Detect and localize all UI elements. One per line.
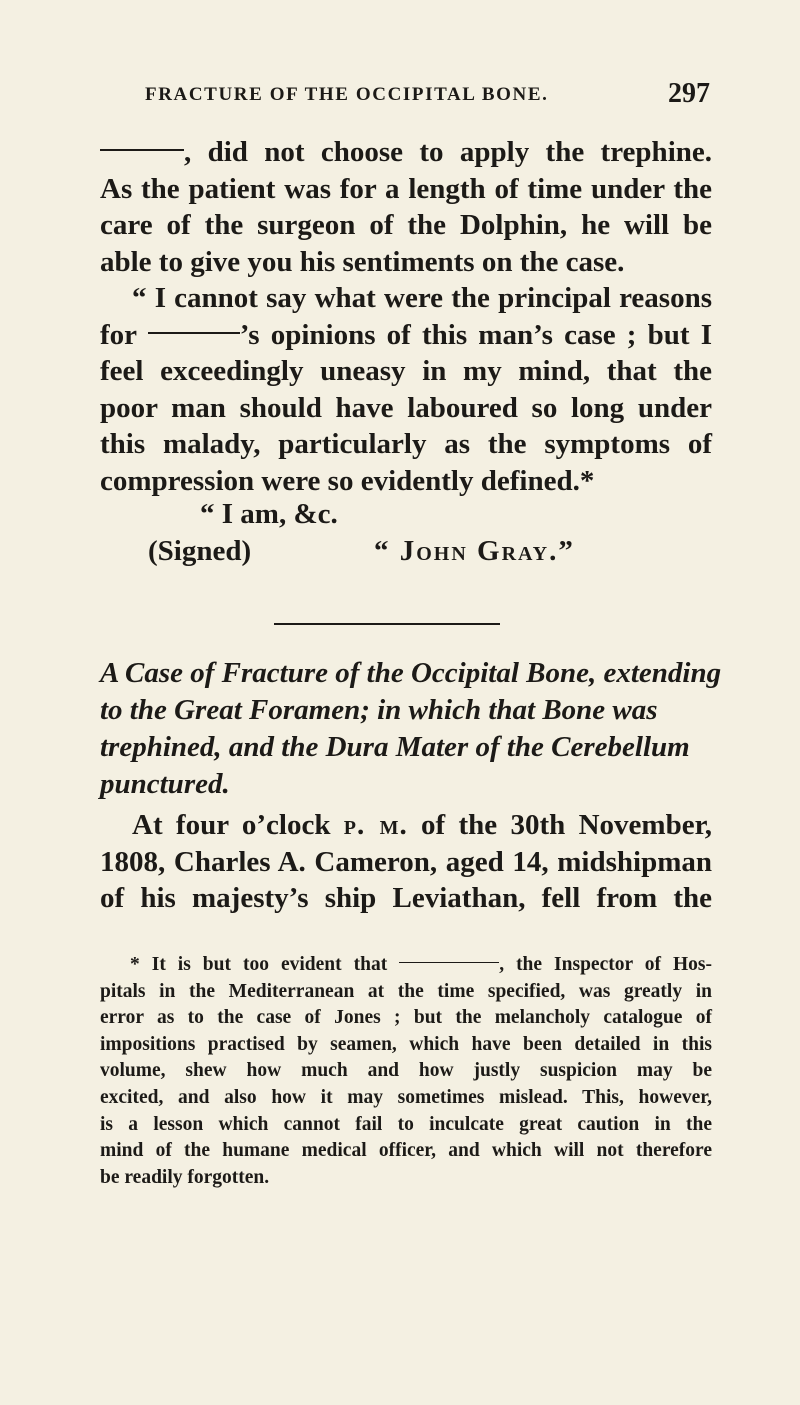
footnote-line: volume, shew how much and how justly suspicion may be — [100, 1060, 712, 1082]
case-body — [100, 807, 712, 917]
text-line: 1808, Charles A. Cameron, aged 14, midshipman — [100, 845, 712, 878]
footnote-line: pitals in the Mediterranean at the time specified, was greatly in — [100, 980, 712, 1002]
footnote-line: error as to the case of Jones ; but the melancholy catalogue of — [100, 1007, 712, 1029]
page-number: 297 — [668, 78, 710, 109]
text-line: , did not choose to apply the trephine. — [100, 134, 712, 171]
letter-body — [100, 134, 712, 499]
text-line: poor man should have laboured so long under — [100, 391, 712, 424]
case-heading — [100, 655, 722, 803]
text-line: this malady, particularly as the symptoms of — [100, 428, 712, 460]
running-title: FRACTURE OF THE OCCIPITAL BONE. — [145, 84, 549, 105]
heading-line: punctured. — [100, 768, 230, 800]
footnote-line: be readily forgotten. — [100, 1166, 270, 1188]
text-line: “ I cannot say what were the principal reasons — [132, 282, 712, 314]
text-line: able to give you his sentiments on the case. — [100, 245, 625, 278]
section-divider — [274, 623, 500, 625]
footnote — [100, 952, 712, 1191]
text-line: of his majesty’s ship Leviathan, fell from the — [100, 882, 712, 914]
letter-closing: “ I am, &c. — [200, 498, 338, 530]
text-line: care of the surgeon of the Dolphin, he will be — [100, 209, 712, 241]
text-line: for ’s opinions of this man’s case ; but I — [100, 318, 712, 351]
text-line: compression were so evidently defined.* — [100, 464, 595, 497]
heading-line: to the Great Foramen; in which that Bone was — [100, 694, 658, 726]
footnote-line: mind of the humane medical officer, and which will not therefore — [100, 1140, 712, 1162]
signature-name: “ John Gray.” — [374, 535, 575, 567]
heading-line: trephined, and the Dura Mater of the Cerebellum — [100, 731, 690, 763]
omitted-name-dash — [148, 332, 240, 334]
text-line: feel exceedingly uneasy in my mind, that the — [100, 355, 712, 387]
footnote-line: is a lesson which cannot fail to inculcate great caution in the — [100, 1113, 712, 1135]
text-line: At four o’clock p. m. of the 30th November, — [132, 809, 713, 841]
omitted-name-dash — [399, 962, 499, 963]
footnote-line: impositions practised by seamen, which have been detailed in this — [100, 1033, 712, 1055]
text-line: As the patient was for a length of time under the — [100, 172, 712, 205]
footnote-line: excited, and also how it may sometimes mislead. This, however, — [100, 1086, 712, 1108]
signed-label: (Signed) — [148, 535, 252, 567]
omitted-name-dash — [100, 149, 184, 151]
footnote-line: * It is but too evident that , the Inspector of Hos- — [130, 954, 712, 975]
running-head — [145, 78, 710, 114]
heading-line: A Case of Fracture of the Occipital Bone, extending — [100, 657, 722, 689]
